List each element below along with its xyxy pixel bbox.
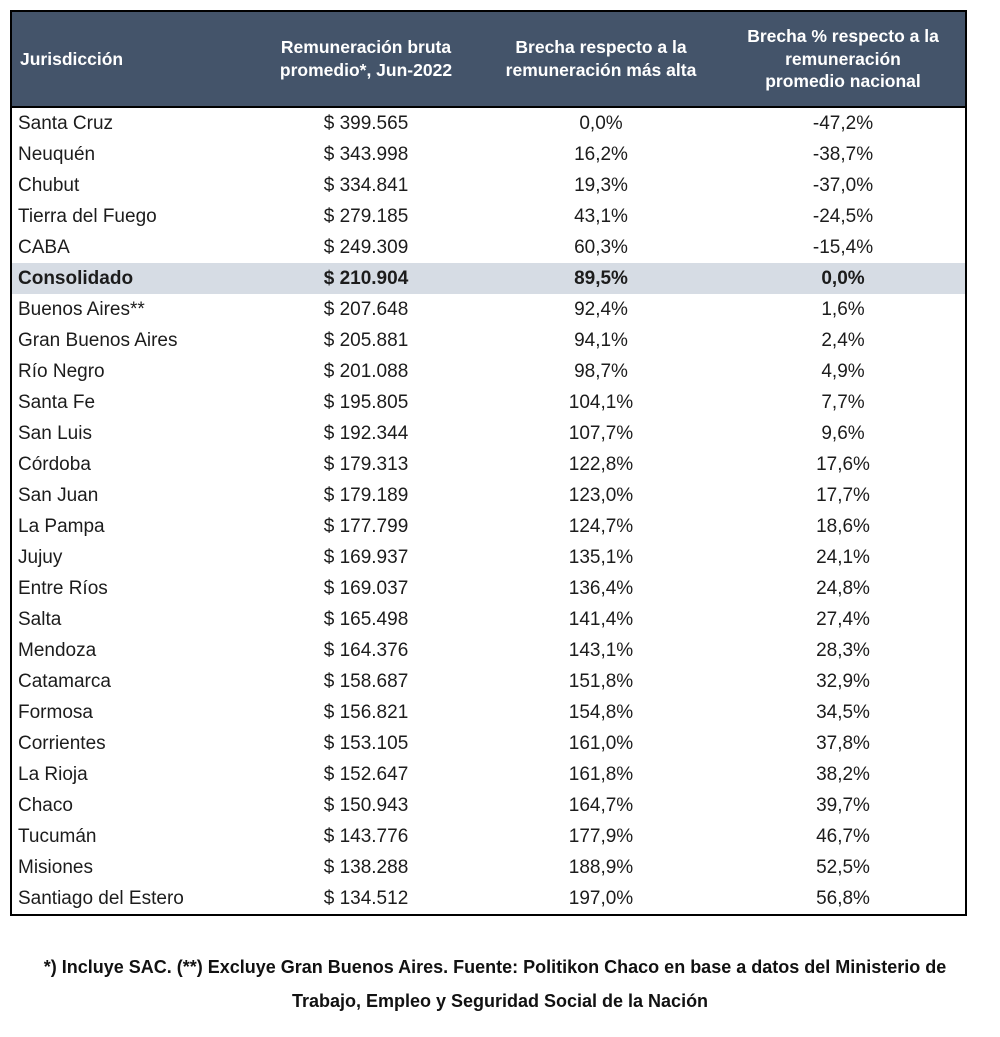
cell-brecha-promedio-nacional: 7,7%	[821, 391, 865, 413]
table-row	[11, 666, 966, 697]
source-note-line-2: Trabajo, Empleo y Seguridad Social de la Nación	[291, 991, 709, 1011]
cell-brecha-mas-alta: 0,0%	[579, 112, 623, 134]
cell-remuneracion: $ 150.943	[323, 794, 409, 816]
cell-brecha-promedio-nacional: 4,9%	[821, 360, 865, 382]
cell-brecha-mas-alta: 154,8%	[568, 701, 634, 723]
cell-jurisdiccion: Jujuy	[18, 546, 63, 568]
cell-jurisdiccion: Santa Fe	[18, 391, 96, 413]
table-row	[11, 511, 966, 542]
table-row	[11, 139, 966, 170]
cell-brecha-mas-alta: 104,1%	[568, 391, 634, 413]
cell-brecha-mas-alta: 141,4%	[568, 608, 634, 630]
cell-brecha-promedio-nacional: 18,6%	[816, 515, 870, 537]
cell-brecha-mas-alta: 143,1%	[568, 639, 634, 661]
cell-brecha-promedio-nacional: 39,7%	[816, 794, 870, 816]
cell-jurisdiccion: La Pampa	[18, 515, 105, 537]
cell-remuneracion: $ 134.512	[323, 887, 409, 909]
cell-remuneracion: $ 207.648	[323, 298, 409, 320]
cell-brecha-mas-alta: 136,4%	[568, 577, 634, 599]
cell-jurisdiccion: Buenos Aires**	[18, 298, 145, 320]
cell-brecha-promedio-nacional: 2,4%	[821, 329, 865, 351]
cell-brecha-mas-alta: 161,8%	[568, 763, 634, 785]
cell-remuneracion: $ 334.841	[323, 174, 409, 196]
header-line: promedio*, Jun-2022	[279, 60, 453, 80]
cell-remuneracion: $ 152.647	[323, 763, 409, 785]
cell-jurisdiccion: Mendoza	[18, 639, 97, 661]
table-header	[11, 11, 966, 107]
table-body	[11, 107, 966, 915]
cell-brecha-promedio-nacional: 17,7%	[816, 484, 870, 506]
cell-brecha-mas-alta: 151,8%	[568, 670, 634, 692]
cell-brecha-promedio-nacional: 37,8%	[816, 732, 870, 754]
table-row	[11, 697, 966, 728]
cell-brecha-promedio-nacional: 52,5%	[816, 856, 870, 878]
cell-brecha-mas-alta: 177,9%	[568, 825, 634, 847]
header-line: Remuneración bruta	[280, 37, 452, 58]
cell-brecha-promedio-nacional: -38,7%	[812, 143, 874, 165]
cell-brecha-promedio-nacional: 17,6%	[816, 453, 870, 475]
cell-jurisdiccion: Gran Buenos Aires	[18, 329, 178, 351]
cell-brecha-mas-alta: 98,7%	[574, 360, 628, 382]
table-row	[11, 821, 966, 852]
cell-brecha-promedio-nacional: 24,1%	[816, 546, 870, 568]
cell-remuneracion: $ 165.498	[323, 608, 409, 630]
cell-brecha-mas-alta: 197,0%	[568, 887, 634, 909]
cell-brecha-promedio-nacional: 27,4%	[816, 608, 870, 630]
cell-jurisdiccion: La Rioja	[18, 763, 88, 785]
cell-jurisdiccion: Tucumán	[18, 825, 97, 847]
cell-remuneracion: $ 201.088	[323, 360, 409, 382]
table-row	[11, 759, 966, 790]
cell-jurisdiccion: Neuquén	[18, 143, 96, 165]
cell-jurisdiccion: Catamarca	[18, 670, 111, 692]
table-row	[11, 325, 966, 356]
column-header-jurisdiccion	[11, 11, 251, 107]
cell-brecha-mas-alta: 19,3%	[574, 174, 628, 196]
cell-jurisdiccion: Consolidado	[11, 263, 251, 294]
table-row	[11, 542, 966, 573]
cell-brecha-mas-alta: 89,5%	[481, 263, 721, 294]
cell-remuneracion: $ 399.565	[323, 112, 409, 134]
table-row	[11, 728, 966, 759]
cell-jurisdiccion: San Juan	[18, 484, 99, 506]
table-row	[11, 170, 966, 201]
cell-brecha-promedio-nacional: 24,8%	[816, 577, 870, 599]
cell-brecha-mas-alta: 135,1%	[568, 546, 634, 568]
cell-brecha-mas-alta: 124,7%	[568, 515, 634, 537]
column-header-brecha-promedio-nacional	[721, 11, 966, 107]
table-row	[11, 480, 966, 511]
cell-jurisdiccion: Entre Ríos	[18, 577, 108, 599]
cell-remuneracion: $ 192.344	[323, 422, 409, 444]
cell-remuneracion: $ 138.288	[323, 856, 409, 878]
cell-brecha-promedio-nacional: 9,6%	[821, 422, 865, 444]
table-row	[11, 852, 966, 883]
remuneration-table	[10, 10, 967, 916]
cell-remuneracion: $ 156.821	[323, 701, 409, 723]
column-header-remuneracion	[251, 11, 481, 107]
table-row	[11, 883, 966, 915]
cell-brecha-promedio-nacional: 34,5%	[816, 701, 870, 723]
cell-brecha-promedio-nacional: 32,9%	[816, 670, 870, 692]
header-line: remuneración más alta	[505, 60, 697, 80]
cell-remuneracion: $ 158.687	[323, 670, 409, 692]
cell-brecha-mas-alta: 122,8%	[568, 453, 634, 475]
header-line: Brecha respecto a la	[515, 37, 687, 58]
cell-brecha-promedio-nacional: 56,8%	[816, 887, 870, 909]
cell-jurisdiccion: Córdoba	[18, 453, 91, 475]
cell-jurisdiccion: Corrientes	[18, 732, 106, 754]
header-line: remuneración	[785, 48, 901, 69]
cell-remuneracion: $ 205.881	[323, 329, 409, 351]
cell-brecha-mas-alta: 107,7%	[568, 422, 634, 444]
cell-jurisdiccion: Formosa	[18, 701, 93, 723]
cell-jurisdiccion: Santa Cruz	[18, 112, 114, 134]
cell-brecha-promedio-nacional: 28,3%	[816, 639, 870, 661]
cell-brecha-mas-alta: 94,1%	[574, 329, 628, 351]
cell-brecha-mas-alta: 16,2%	[574, 143, 628, 165]
cell-brecha-mas-alta: 92,4%	[574, 298, 628, 320]
table-row	[11, 573, 966, 604]
cell-jurisdiccion: Tierra del Fuego	[18, 205, 157, 227]
cell-brecha-promedio-nacional: -24,5%	[812, 205, 874, 227]
table-header-row	[11, 11, 966, 107]
table-row	[11, 107, 966, 139]
cell-brecha-mas-alta: 188,9%	[568, 856, 634, 878]
cell-remuneracion: $ 195.805	[323, 391, 409, 413]
cell-jurisdiccion: Misiones	[18, 856, 93, 878]
cell-remuneracion: $ 164.376	[323, 639, 409, 661]
cell-brecha-promedio-nacional: -37,0%	[812, 174, 874, 196]
source-note-line-1: *) Incluye SAC. (**) Excluye Gran Buenos Aires. Fuente: Politikon Chaco en base a datos del Ministerio de	[43, 957, 947, 977]
cell-brecha-mas-alta: 123,0%	[568, 484, 634, 506]
cell-jurisdiccion: CABA	[18, 236, 70, 258]
cell-brecha-promedio-nacional: 38,2%	[816, 763, 870, 785]
cell-remuneracion: $ 177.799	[323, 515, 409, 537]
cell-jurisdiccion: San Luis	[18, 422, 92, 444]
table-row	[11, 294, 966, 325]
table-row	[11, 201, 966, 232]
cell-remuneracion: $ 153.105	[323, 732, 409, 754]
table-row	[11, 263, 966, 294]
table-row	[11, 356, 966, 387]
table-row	[11, 449, 966, 480]
cell-jurisdiccion: Chaco	[18, 794, 73, 816]
table-row	[11, 604, 966, 635]
cell-remuneracion: $ 169.037	[323, 577, 409, 599]
cell-remuneracion: $ 343.998	[323, 143, 409, 165]
cell-brecha-promedio-nacional: 1,6%	[821, 298, 865, 320]
cell-jurisdiccion: Santiago del Estero	[18, 887, 184, 909]
table-row	[11, 418, 966, 449]
cell-remuneracion: $ 179.189	[323, 484, 409, 506]
source-note	[0, 950, 1000, 1018]
cell-brecha-promedio-nacional: -47,2%	[812, 112, 874, 134]
header-line: Jurisdicción	[20, 48, 124, 69]
cell-remuneracion: $ 169.937	[323, 546, 409, 568]
table-row	[11, 387, 966, 418]
table-row	[11, 232, 966, 263]
cell-remuneracion: $ 143.776	[323, 825, 409, 847]
cell-jurisdiccion: Chubut	[18, 174, 80, 196]
column-header-brecha-mas-alta	[481, 11, 721, 107]
cell-remuneracion: $ 279.185	[323, 205, 409, 227]
cell-remuneracion: $ 249.309	[323, 236, 409, 258]
cell-brecha-mas-alta: 60,3%	[574, 236, 628, 258]
cell-brecha-mas-alta: 43,1%	[574, 205, 628, 227]
cell-brecha-promedio-nacional: -15,4%	[812, 236, 874, 258]
cell-brecha-mas-alta: 164,7%	[568, 794, 634, 816]
cell-brecha-promedio-nacional: 0,0%	[721, 263, 966, 294]
table-row	[11, 790, 966, 821]
cell-remuneracion: $ 179.313	[323, 453, 409, 475]
cell-jurisdiccion: Salta	[18, 608, 62, 630]
cell-brecha-promedio-nacional: 46,7%	[816, 825, 870, 847]
header-line: Brecha % respecto a la	[747, 25, 939, 46]
cell-jurisdiccion: Río Negro	[18, 360, 105, 382]
header-line: promedio nacional	[765, 71, 921, 92]
table-row	[11, 635, 966, 666]
cell-brecha-mas-alta: 161,0%	[568, 732, 634, 754]
cell-remuneracion: $ 210.904	[251, 263, 481, 294]
